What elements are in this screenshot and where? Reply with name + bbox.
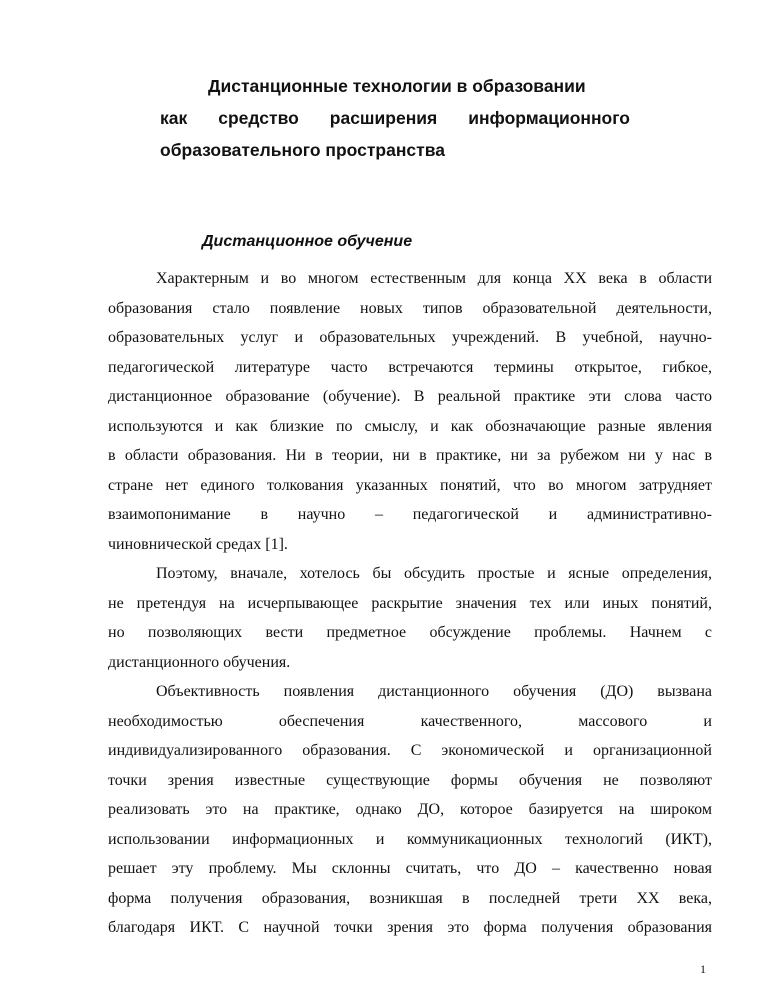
text-line: решает эту проблему. Мы склонны считать, что ДО – качественно новая [108, 860, 712, 877]
document-title [160, 70, 670, 166]
text-line: чиновнической средах [1]. [108, 535, 288, 553]
text-line: индивидуализированного образования. С экономической и организационной [108, 742, 712, 759]
text-line: но позволяющих вести предметное обсуждение проблемы. Начнем с [108, 624, 712, 641]
text-line: необходимостью обеспечения качественного, массового и [108, 712, 712, 730]
text-line: дистанционное образование (обучение). В реальной практике эти слова часто [108, 388, 712, 405]
text-line: в области образования. Ни в теории, ни в практике, ни за рубежом ни у нас в [108, 447, 712, 464]
text-line: использовании информационных и коммуникационных технологий (ИКТ), [108, 830, 712, 848]
text-line: педагогической литературе часто встречаются термины открытое, гибкое, [108, 358, 712, 376]
text-line: Объективность появления дистанционного обучения (ДО) вызвана [156, 683, 712, 700]
text-line: дистанционного обучения. [108, 653, 291, 671]
title-line: образовательного пространства [160, 140, 445, 160]
text-line: используются и как близкие по смыслу, и как обозначающие разные явления [108, 417, 712, 435]
text-line: Поэтому, вначале, хотелось бы обсудить простые и ясные определения, [156, 565, 712, 582]
title-line: как средство расширения информационного [160, 108, 630, 128]
body-text [108, 264, 712, 943]
text-line: взаимопонимание в научно – педагогической и административно- [108, 506, 712, 523]
text-line: точки зрения известные существующие формы обучения не позволяют [108, 771, 712, 789]
section-heading: Дистанционное обучение [202, 233, 413, 250]
page-number: 1 [700, 962, 706, 976]
text-line: не претендуя на исчерпывающее раскрытие значения тех или иных понятий, [108, 594, 712, 612]
text-line: образования стало появление новых типов образовательной деятельности, [108, 299, 712, 317]
text-line: реализовать это на практике, однако ДО, которое базируется на широком [108, 801, 712, 818]
text-line: форма получения образования, возникшая в последней трети XX века, [108, 889, 712, 907]
text-line: стране нет единого толкования указанных понятий, что во многом затрудняет [108, 476, 712, 494]
text-line: благодаря ИКТ. С научной точки зрения это форма получения образования [108, 919, 712, 936]
title-line: Дистанционные технологии в образовании [208, 76, 586, 96]
text-line: образовательных услуг и образовательных учреждений. В учебной, научно- [108, 329, 712, 346]
text-line: Характерным и во многом естественным для конца XX века в области [156, 270, 712, 287]
